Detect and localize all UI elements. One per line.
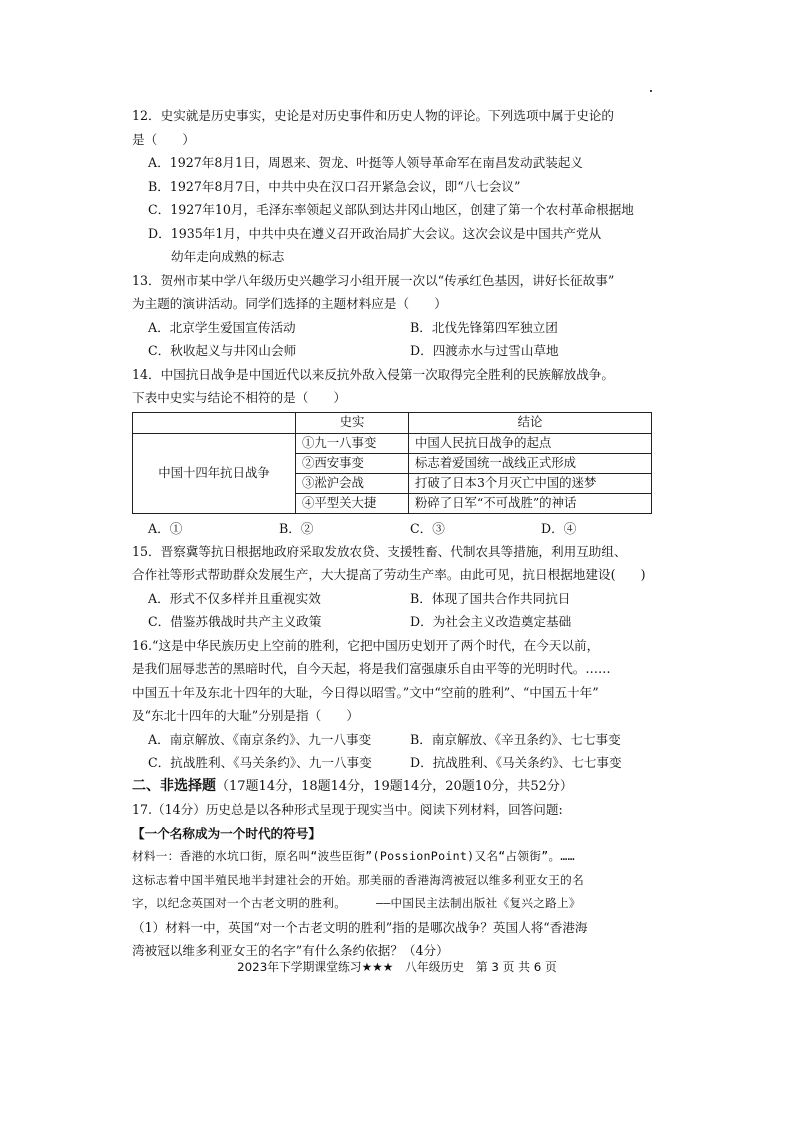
options-row	[132, 587, 672, 611]
question-stem: 是我们屈辱悲苦的黑暗时代，自今天起，将是我们富强康乐自由平等的光明时代。……	[132, 661, 611, 676]
material-heading: 【一个名称成为一个时代的符号】	[132, 825, 321, 841]
option-d: D．④	[541, 520, 577, 536]
table-corner	[133, 412, 296, 433]
option-c: C．秋收起义与井冈山会师	[148, 343, 297, 358]
question-stem: 下表中史实与结论不相符的是（ ）	[132, 390, 347, 405]
question-stem: 12．史实就是历史事实，史论是对历史事件和历史人物的评论。下列选项中属于史论的	[132, 108, 614, 123]
option-c: C．抗战胜利、《马关条约》、九一八事变	[148, 755, 372, 770]
sub-question: （1）材料一中，英国“对一个古老文明的胜利”指的是哪次战争？英国人将“香港海	[132, 919, 588, 935]
section-heading	[132, 775, 672, 799]
options-row	[132, 751, 672, 775]
option-b: B．南京解放、《辛丑条约》、七七事变	[410, 731, 621, 747]
question-stem: 是（ ）	[132, 131, 195, 147]
options-row	[132, 610, 672, 634]
table-cell-fact: ③淞沪会战	[296, 473, 409, 493]
option-c: C．借鉴苏俄战时共产主义政策	[148, 614, 322, 629]
table-cell-conclusion: 标志着爱国统一战线正式形成	[409, 453, 652, 473]
question-stem: 为主题的演讲活动。同学们选择的主题材料应是（ ）	[132, 296, 447, 311]
exam-content	[132, 104, 672, 963]
options-row	[132, 339, 672, 363]
question-stem: 中国五十年及东北十四年的大耻，今日得以昭雪。”文中“空前的胜利”、“中国五十年”	[132, 684, 599, 700]
options-row	[132, 728, 672, 752]
history-table	[132, 412, 652, 514]
question-stem: 13．贺州市某中学八年级历史兴趣学习小组开展一次以“传承红色基因，讲好长征故事”	[132, 272, 615, 288]
question-stem: 16.“这是中华民族历史上空前的胜利，它把中国历史划开了两个时代，在今天以前，	[132, 637, 600, 653]
table-cell-fact: ②西安事变	[296, 453, 409, 473]
option-b: B．②	[279, 520, 314, 536]
option-d: D．四渡赤水与过雪山草地	[410, 343, 559, 358]
option-a: A．南京解放、《南京条约》、九一八事变	[148, 731, 372, 747]
material-text: 字，以纪念英国对一个古老文明的胜利。 ——中国民主法制出版社《复兴之路上》	[132, 896, 581, 910]
option-b: B．1927年8月7日，中共中央在汉口召开紧急会议，即“八七会议”	[148, 178, 521, 194]
option-b: B．北伐先锋第四军独立团	[410, 319, 558, 335]
question-stem: 及“东北十四年的大耻”分别是指（ ）	[132, 708, 359, 723]
option-a: A．北京学生爱国宣传活动	[148, 319, 296, 335]
question-15	[132, 540, 672, 634]
option-a: A．1927年8月1日，周恩来、贺龙、叶挺等人领导革命军在南昌发动武装起义	[148, 155, 583, 170]
column-header-fact: 史实	[296, 412, 409, 433]
column-header-conclusion: 结论	[409, 412, 652, 433]
option-a: A．形式不仅多样并且重视实效	[148, 590, 321, 606]
question-14	[132, 363, 672, 540]
row-label: 中国十四年抗日战争	[133, 433, 296, 513]
table-cell-conclusion: 打破了日本3个月灭亡中国的迷梦	[409, 473, 652, 493]
table-cell-fact: ①九一八事变	[296, 433, 409, 453]
options-row	[132, 518, 672, 540]
option-a: A．①	[148, 520, 183, 536]
option-d: D．抗战胜利、《马关条约》、七七事变	[410, 755, 622, 770]
option-b: B．体现了国共合作共同抗日	[410, 590, 571, 606]
question-stem: 合作社等形式帮助群众发展生产，大大提高了劳动生产率。由此可见，抗日根据地建设( )	[132, 567, 646, 582]
sub-question: 湾被冠以维多利亚女王的名字”有什么条约依据？（4分）	[132, 943, 449, 958]
options-row	[132, 316, 672, 340]
option-d-continued: 幼年走向成熟的标志	[171, 249, 285, 264]
option-d: D．为社会主义改造奠定基础	[410, 614, 572, 629]
question-13	[132, 269, 672, 363]
table-cell-fact: ④平型关大捷	[296, 493, 409, 513]
section-title: 二、非选择题	[132, 777, 216, 794]
option-c: C．③	[410, 520, 445, 536]
scan-speck	[650, 90, 652, 92]
question-stem: 17.（14分）历史总是以各种形式呈现于现实当中。阅读下列材料，回答问题:	[132, 802, 563, 817]
table-cell-conclusion: 粉碎了日军“不可战胜”的神话	[409, 493, 652, 513]
material-text: 材料一：香港的水坑口街，原名叫“波些臣街”(PossionPoint)又名“占领街”。……	[132, 849, 575, 863]
question-stem: 15．晋察冀等抗日根据地政府采取发放农贷、支援牲畜、代制农具等措施，利用互助组、	[132, 543, 627, 559]
material-text: 这标志着中国半殖民地半封建社会的开始。那美丽的香港海湾被冠以维多利亚女王的名	[132, 872, 584, 887]
question-16	[132, 634, 672, 775]
question-17	[132, 798, 672, 963]
table-row	[133, 433, 652, 453]
option-d: D．1935年1月，中共中央在遵义召开政治局扩大会议。这次会议是中国共产党从	[148, 225, 602, 241]
table-cell-conclusion: 中国人民抗日战争的起点	[409, 433, 652, 453]
option-c: C．1927年10月，毛泽东率领起义部队到达井冈山地区，创建了第一个农村革命根据地	[148, 202, 634, 217]
page-footer: 2023年下学期课堂练习★★★ 八年级历史 第 3 页 共 6 页	[237, 960, 557, 974]
question-12	[132, 104, 672, 269]
question-stem: 14．中国抗日战争是中国近代以来反抗外敌入侵第一次取得完全胜利的民族解放战争。	[132, 366, 614, 382]
section-points: （17题14分，18题14分，19题14分，20题10分，共52分）	[216, 778, 573, 794]
